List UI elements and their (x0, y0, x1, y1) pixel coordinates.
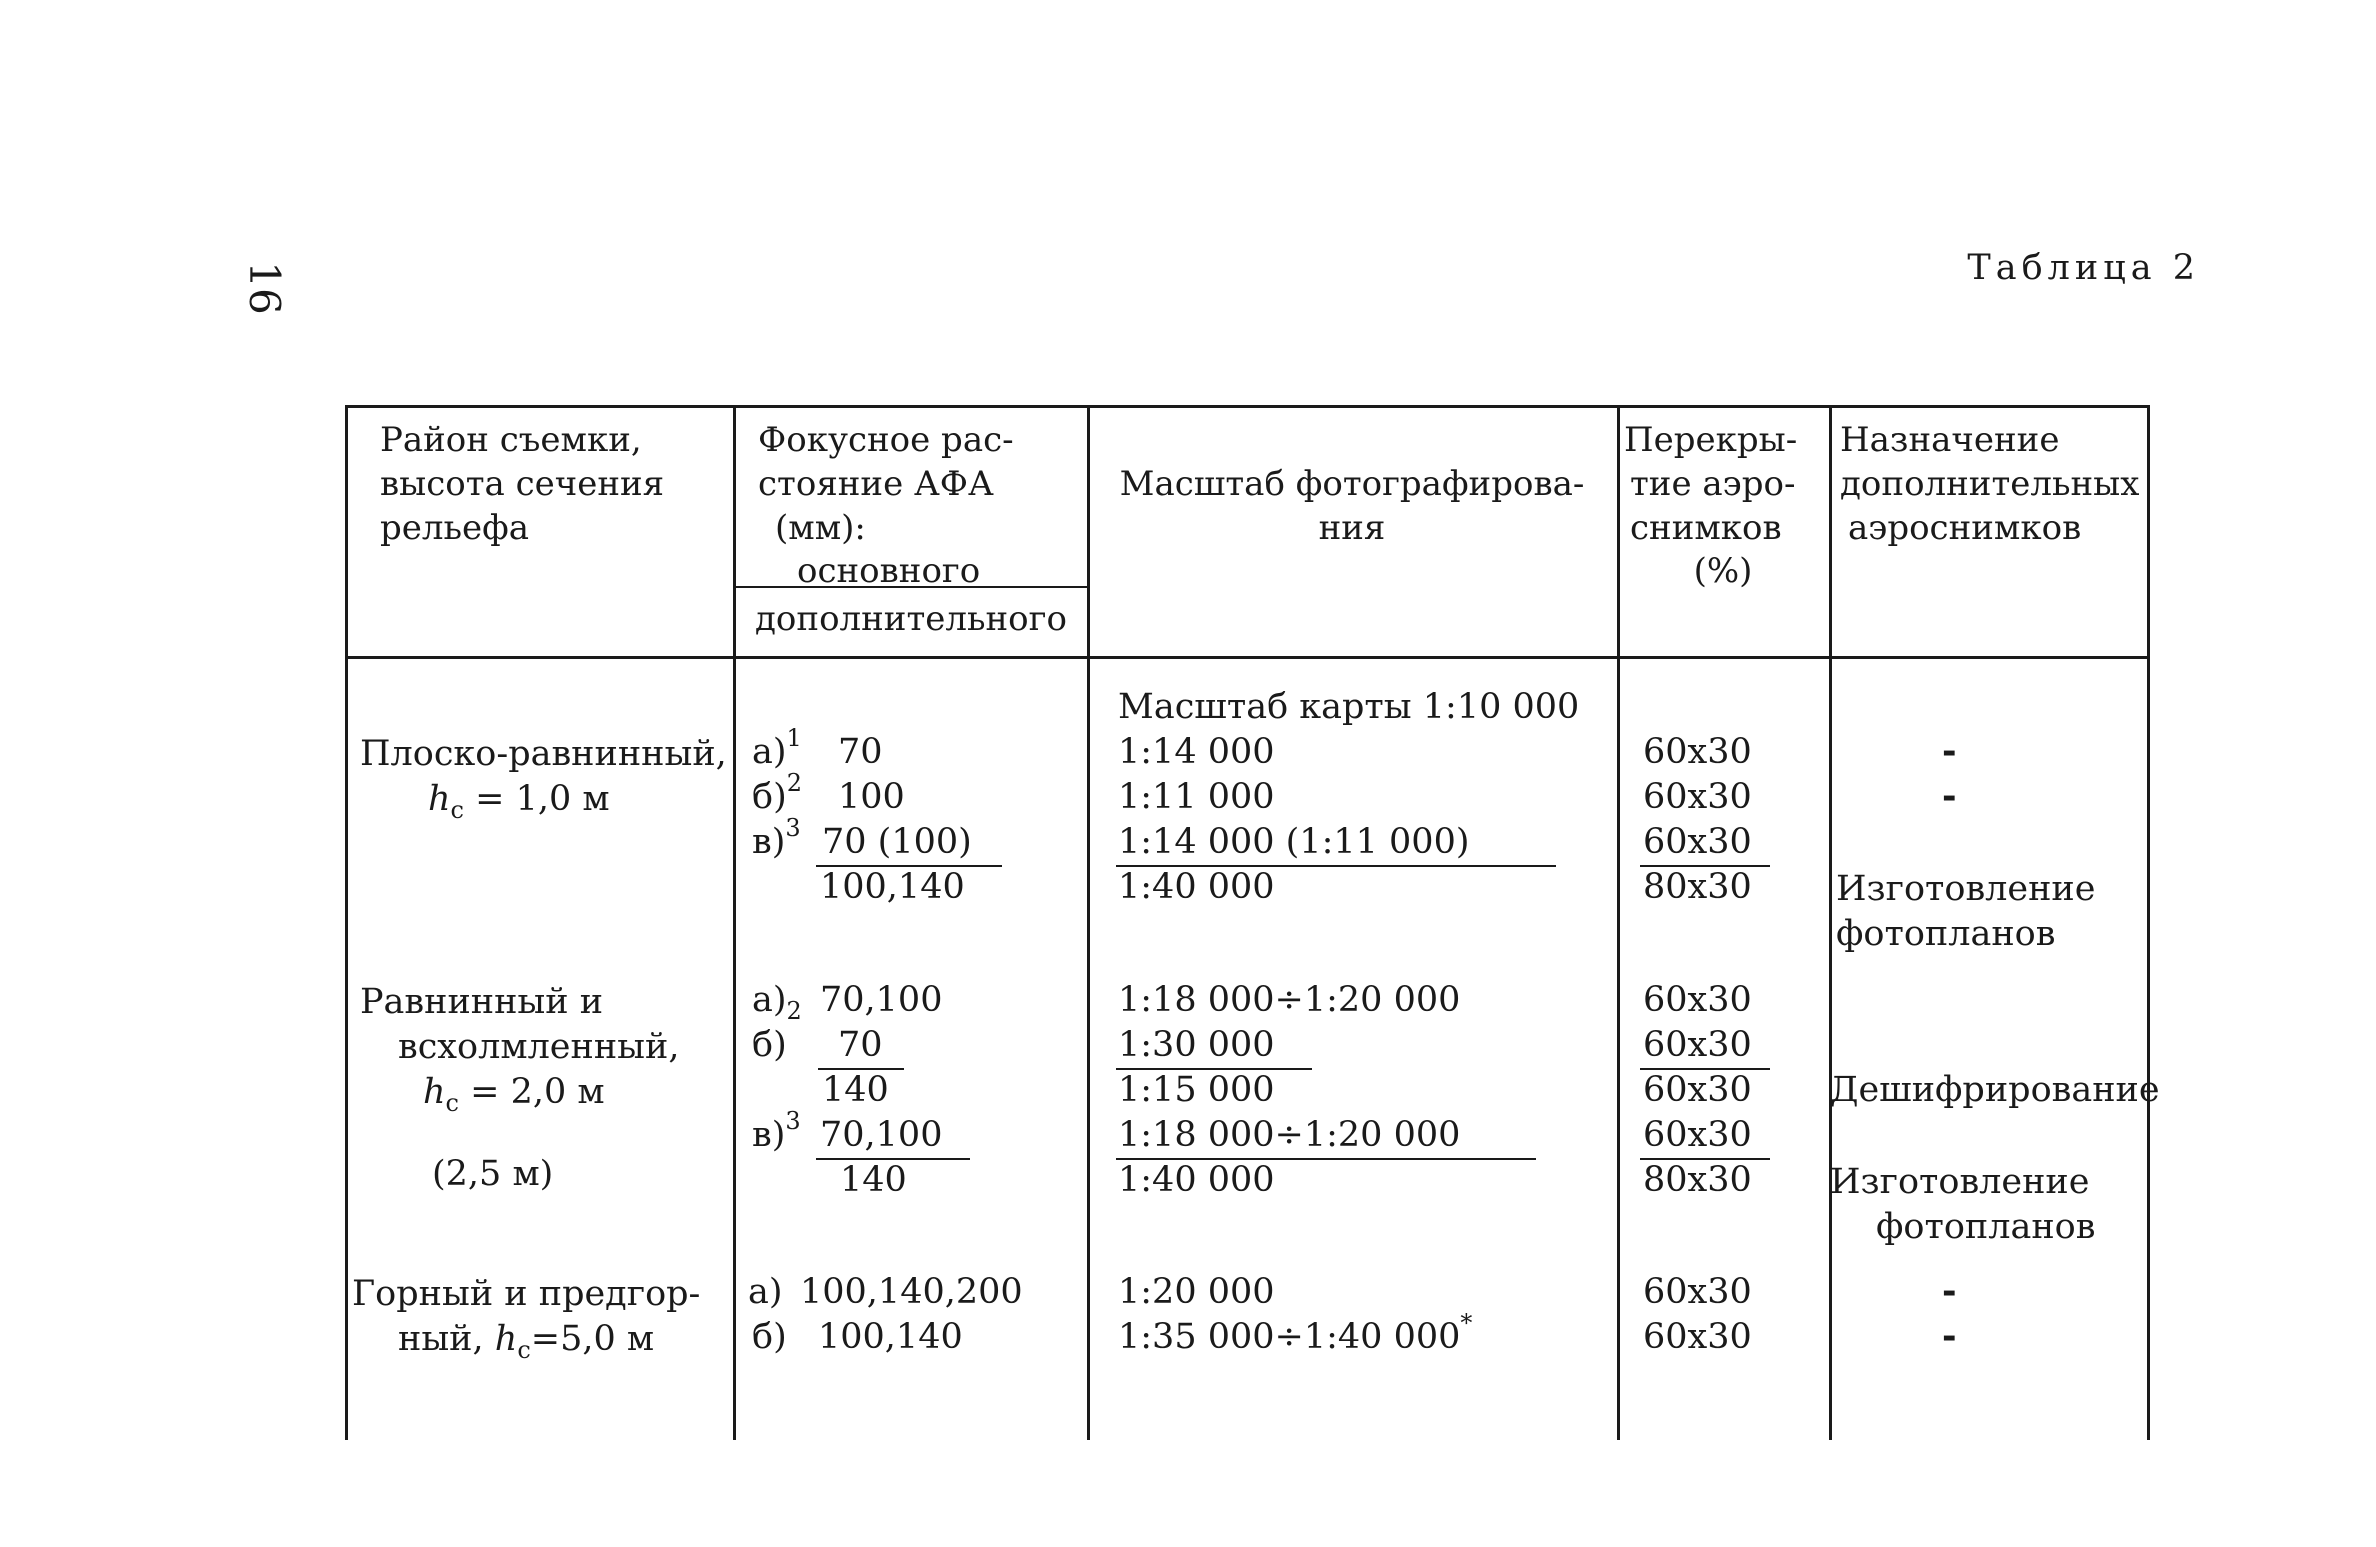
table-row: б)$^2$ (752, 769, 803, 817)
page-number: 16 (240, 261, 289, 315)
region-height: $h_c = 2,0$ м (423, 1072, 605, 1117)
table-row: а)$^1$ (752, 724, 802, 772)
table-caption: Таблица 2 (1967, 248, 2200, 288)
region-height: ный, $h_c=5,0$ м (398, 1319, 655, 1364)
table-row: б) (752, 1317, 787, 1357)
region-height: $h_c = 1,0$ м (428, 779, 610, 824)
region-label: Горный и предгор- (352, 1274, 701, 1314)
table-row: в)$^3$ (752, 814, 801, 862)
region-label: Плоско-равнинный, (360, 734, 727, 774)
region-height-alt: (2,5 м) (432, 1154, 554, 1194)
region-label: всхолмленный, (398, 1027, 680, 1067)
table-row: в)$^3$ (752, 1107, 801, 1155)
table-row: $а)_2$ (752, 980, 802, 1025)
region-label: Равнинный и (360, 982, 604, 1022)
table-row: б) (752, 1025, 787, 1065)
map-scale-note: Масштаб карты 1:10 000 (1118, 687, 1580, 727)
table-row: а) (748, 1272, 783, 1312)
